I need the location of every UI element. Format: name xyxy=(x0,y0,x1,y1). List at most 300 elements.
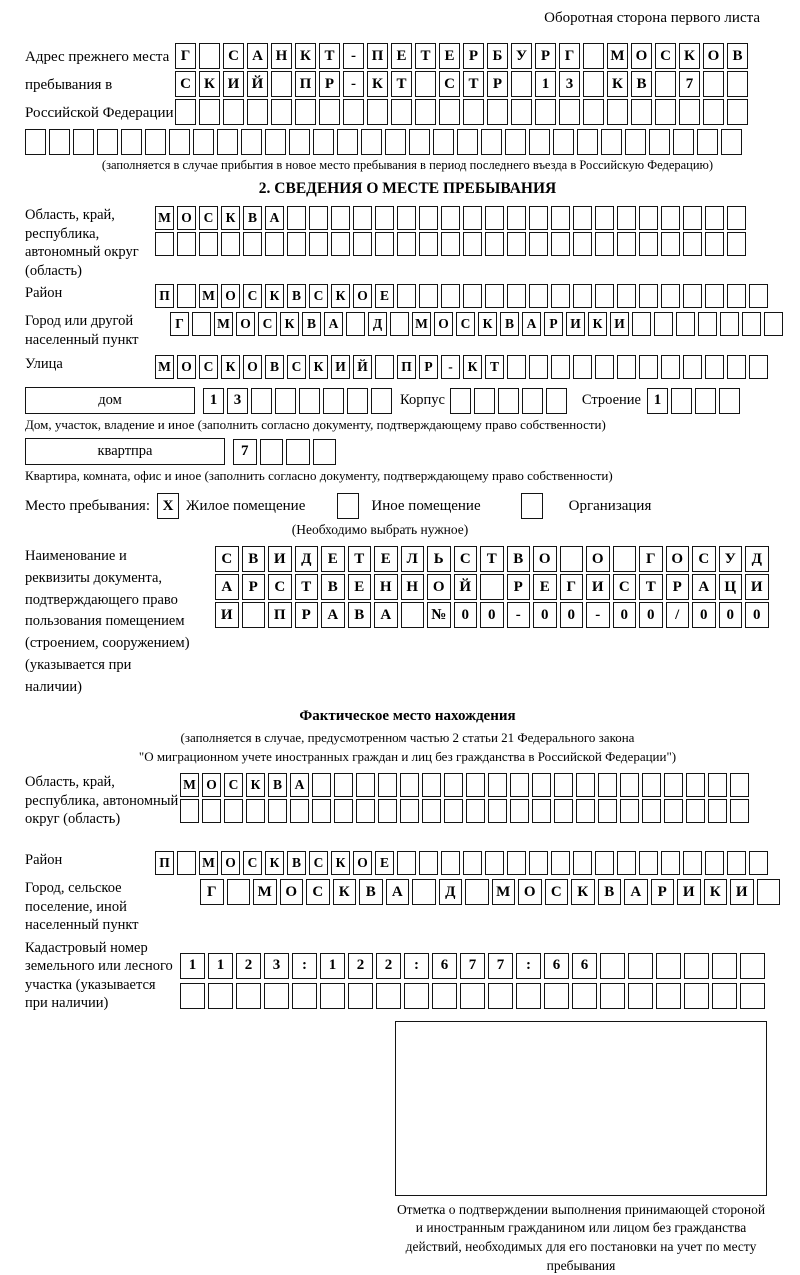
char-cell[interactable]: Р xyxy=(651,879,675,905)
char-cell[interactable]: О xyxy=(177,355,196,379)
char-cell[interactable] xyxy=(661,284,680,308)
char-cell[interactable]: К xyxy=(295,43,316,69)
char-cell[interactable] xyxy=(401,602,425,628)
char-cell[interactable] xyxy=(727,851,746,875)
char-cell[interactable] xyxy=(529,355,548,379)
char-cell[interactable] xyxy=(551,206,570,230)
char-cell[interactable]: Г xyxy=(639,546,663,572)
char-cell[interactable] xyxy=(551,232,570,256)
char-cell[interactable] xyxy=(433,129,454,155)
char-cell[interactable] xyxy=(554,773,573,797)
char-cell[interactable] xyxy=(639,355,658,379)
char-cell[interactable] xyxy=(757,879,781,905)
char-cell[interactable] xyxy=(192,312,211,336)
char-cell[interactable] xyxy=(673,129,694,155)
char-cell[interactable]: М xyxy=(253,879,277,905)
char-cell[interactable] xyxy=(49,129,70,155)
char-cell[interactable] xyxy=(529,129,550,155)
char-cell[interactable]: Т xyxy=(415,43,436,69)
char-cell[interactable]: К xyxy=(309,355,328,379)
char-cell[interactable] xyxy=(463,284,482,308)
char-cell[interactable] xyxy=(376,983,401,1009)
char-cell[interactable] xyxy=(686,773,705,797)
char-cell[interactable]: И xyxy=(566,312,585,336)
char-cell[interactable] xyxy=(334,773,353,797)
char-cell[interactable] xyxy=(312,799,331,823)
char-cell[interactable] xyxy=(265,232,284,256)
char-cell[interactable] xyxy=(628,953,653,979)
char-cell[interactable] xyxy=(507,284,526,308)
char-cell[interactable] xyxy=(620,799,639,823)
char-cell[interactable] xyxy=(175,99,196,125)
char-cell[interactable] xyxy=(544,983,569,1009)
char-cell[interactable]: С xyxy=(224,773,243,797)
char-cell[interactable]: И xyxy=(745,574,769,600)
char-cell[interactable]: В xyxy=(268,773,287,797)
char-cell[interactable] xyxy=(607,99,628,125)
char-cell[interactable] xyxy=(664,799,683,823)
char-cell[interactable] xyxy=(628,983,653,1009)
char-cell[interactable] xyxy=(661,851,680,875)
char-cell[interactable] xyxy=(642,773,661,797)
char-cell[interactable] xyxy=(221,232,240,256)
char-cell[interactable] xyxy=(313,129,334,155)
char-cell[interactable]: Е xyxy=(321,546,345,572)
char-cell[interactable]: В xyxy=(287,284,306,308)
char-cell[interactable]: И xyxy=(215,602,239,628)
char-cell[interactable]: Л xyxy=(401,546,425,572)
char-cell[interactable]: В xyxy=(348,602,372,628)
char-cell[interactable] xyxy=(415,99,436,125)
char-cell[interactable]: С xyxy=(175,71,196,97)
char-cell[interactable]: В xyxy=(287,851,306,875)
char-cell[interactable] xyxy=(485,284,504,308)
char-cell[interactable]: О xyxy=(221,851,240,875)
char-cell[interactable] xyxy=(466,773,485,797)
char-cell[interactable] xyxy=(639,206,658,230)
char-cell[interactable] xyxy=(422,799,441,823)
char-cell[interactable]: М xyxy=(155,355,174,379)
char-cell[interactable] xyxy=(529,232,548,256)
char-cell[interactable] xyxy=(661,232,680,256)
char-cell[interactable] xyxy=(319,99,340,125)
char-cell[interactable] xyxy=(708,773,727,797)
char-cell[interactable] xyxy=(488,799,507,823)
char-cell[interactable]: С xyxy=(454,546,478,572)
char-cell[interactable]: 2 xyxy=(348,953,373,979)
char-cell[interactable]: Г xyxy=(170,312,189,336)
char-cell[interactable] xyxy=(740,983,765,1009)
char-cell[interactable]: Н xyxy=(374,574,398,600)
char-cell[interactable] xyxy=(441,232,460,256)
char-cell[interactable] xyxy=(631,99,652,125)
char-cell[interactable] xyxy=(199,99,220,125)
char-cell[interactable]: Е xyxy=(374,546,398,572)
char-cell[interactable]: 7 xyxy=(233,439,257,465)
char-cell[interactable] xyxy=(703,71,724,97)
char-cell[interactable]: С xyxy=(309,851,328,875)
char-cell[interactable]: В xyxy=(265,355,284,379)
char-cell[interactable] xyxy=(683,232,702,256)
char-cell[interactable] xyxy=(97,129,118,155)
char-cell[interactable] xyxy=(485,206,504,230)
char-cell[interactable] xyxy=(742,312,761,336)
char-cell[interactable]: Т xyxy=(319,43,340,69)
char-cell[interactable]: 0 xyxy=(480,602,504,628)
char-cell[interactable]: И xyxy=(268,546,292,572)
char-cell[interactable] xyxy=(485,232,504,256)
char-cell[interactable] xyxy=(180,983,205,1009)
char-cell[interactable] xyxy=(199,232,218,256)
char-cell[interactable]: П xyxy=(295,71,316,97)
char-cell[interactable]: Е xyxy=(391,43,412,69)
char-cell[interactable] xyxy=(432,983,457,1009)
char-cell[interactable] xyxy=(679,99,700,125)
char-cell[interactable]: П xyxy=(397,355,416,379)
char-cell[interactable]: 1 xyxy=(320,953,345,979)
char-cell[interactable]: О xyxy=(353,851,372,875)
char-cell[interactable]: С xyxy=(306,879,330,905)
char-cell[interactable] xyxy=(642,799,661,823)
char-cell[interactable] xyxy=(595,851,614,875)
char-cell[interactable] xyxy=(727,206,746,230)
char-cell[interactable]: А xyxy=(321,602,345,628)
char-cell[interactable] xyxy=(560,546,584,572)
char-cell[interactable] xyxy=(397,206,416,230)
char-cell[interactable]: 0 xyxy=(745,602,769,628)
char-cell[interactable] xyxy=(507,232,526,256)
char-cell[interactable]: С xyxy=(692,546,716,572)
char-cell[interactable]: Б xyxy=(487,43,508,69)
char-cell[interactable] xyxy=(348,983,373,1009)
char-cell[interactable] xyxy=(664,773,683,797)
char-cell[interactable]: 3 xyxy=(264,953,289,979)
char-cell[interactable] xyxy=(595,284,614,308)
char-cell[interactable]: Е xyxy=(375,851,394,875)
char-cell[interactable]: К xyxy=(333,879,357,905)
char-cell[interactable] xyxy=(617,284,636,308)
char-cell[interactable]: Д xyxy=(368,312,387,336)
char-cell[interactable] xyxy=(202,799,221,823)
char-cell[interactable]: А xyxy=(692,574,716,600)
char-cell[interactable] xyxy=(705,851,724,875)
char-cell[interactable] xyxy=(487,99,508,125)
char-cell[interactable]: С xyxy=(243,284,262,308)
char-cell[interactable]: В xyxy=(359,879,383,905)
char-cell[interactable]: 0 xyxy=(692,602,716,628)
char-cell[interactable]: Р xyxy=(535,43,556,69)
char-cell[interactable]: 0 xyxy=(613,602,637,628)
char-cell[interactable]: : xyxy=(404,953,429,979)
char-cell[interactable] xyxy=(441,284,460,308)
char-cell[interactable] xyxy=(460,983,485,1009)
char-cell[interactable] xyxy=(295,99,316,125)
char-cell[interactable] xyxy=(551,851,570,875)
char-cell[interactable]: П xyxy=(367,43,388,69)
char-cell[interactable] xyxy=(260,439,284,465)
char-cell[interactable] xyxy=(346,312,365,336)
char-cell[interactable] xyxy=(617,206,636,230)
char-cell[interactable] xyxy=(553,129,574,155)
char-cell[interactable] xyxy=(422,773,441,797)
char-cell[interactable] xyxy=(535,99,556,125)
char-cell[interactable] xyxy=(708,799,727,823)
char-cell[interactable]: - xyxy=(586,602,610,628)
char-cell[interactable] xyxy=(155,232,174,256)
char-cell[interactable] xyxy=(620,773,639,797)
char-cell[interactable] xyxy=(529,851,548,875)
char-cell[interactable] xyxy=(337,129,358,155)
char-cell[interactable] xyxy=(639,851,658,875)
char-cell[interactable]: Р xyxy=(507,574,531,600)
char-cell[interactable]: № xyxy=(427,602,451,628)
char-cell[interactable]: 0 xyxy=(639,602,663,628)
char-cell[interactable]: О xyxy=(518,879,542,905)
char-cell[interactable]: И xyxy=(331,355,350,379)
char-cell[interactable] xyxy=(727,99,748,125)
char-cell[interactable] xyxy=(764,312,783,336)
char-cell[interactable] xyxy=(532,799,551,823)
char-cell[interactable] xyxy=(698,312,717,336)
char-cell[interactable] xyxy=(264,983,289,1009)
char-cell[interactable]: С xyxy=(215,546,239,572)
char-cell[interactable]: В xyxy=(631,71,652,97)
char-cell[interactable] xyxy=(485,851,504,875)
char-cell[interactable]: 1 xyxy=(208,953,233,979)
char-cell[interactable] xyxy=(378,799,397,823)
char-cell[interactable] xyxy=(180,799,199,823)
char-cell[interactable]: С xyxy=(268,574,292,600)
char-cell[interactable]: С xyxy=(439,71,460,97)
char-cell[interactable] xyxy=(121,129,142,155)
char-cell[interactable]: К xyxy=(265,284,284,308)
char-cell[interactable] xyxy=(331,206,350,230)
char-cell[interactable] xyxy=(353,232,372,256)
char-cell[interactable]: Р xyxy=(487,71,508,97)
char-cell[interactable]: Д xyxy=(745,546,769,572)
char-cell[interactable] xyxy=(385,129,406,155)
char-cell[interactable] xyxy=(287,232,306,256)
char-cell[interactable] xyxy=(583,99,604,125)
char-cell[interactable]: 6 xyxy=(572,953,597,979)
char-cell[interactable]: 0 xyxy=(560,602,584,628)
char-cell[interactable] xyxy=(661,355,680,379)
char-cell[interactable]: 1 xyxy=(180,953,205,979)
char-cell[interactable]: : xyxy=(516,953,541,979)
char-cell[interactable]: О xyxy=(202,773,221,797)
char-cell[interactable] xyxy=(639,232,658,256)
char-cell[interactable] xyxy=(705,206,724,230)
char-cell[interactable] xyxy=(444,773,463,797)
char-cell[interactable] xyxy=(516,983,541,1009)
char-cell[interactable]: О xyxy=(434,312,453,336)
char-cell[interactable] xyxy=(613,546,637,572)
char-cell[interactable] xyxy=(572,983,597,1009)
char-cell[interactable] xyxy=(334,799,353,823)
char-cell[interactable]: С xyxy=(545,879,569,905)
char-cell[interactable]: О xyxy=(177,206,196,230)
char-cell[interactable] xyxy=(313,439,337,465)
char-cell[interactable]: О xyxy=(533,546,557,572)
char-cell[interactable]: М xyxy=(180,773,199,797)
char-cell[interactable]: Т xyxy=(391,71,412,97)
char-cell[interactable]: Й xyxy=(353,355,372,379)
char-cell[interactable]: 7 xyxy=(488,953,513,979)
checkbox-other-premises[interactable] xyxy=(337,493,359,519)
char-cell[interactable]: Т xyxy=(463,71,484,97)
char-cell[interactable] xyxy=(415,71,436,97)
checkbox-residential[interactable]: X xyxy=(157,493,179,519)
char-cell[interactable] xyxy=(655,71,676,97)
char-cell[interactable]: : xyxy=(292,953,317,979)
char-cell[interactable]: 0 xyxy=(533,602,557,628)
char-cell[interactable] xyxy=(400,773,419,797)
char-cell[interactable]: А xyxy=(215,574,239,600)
char-cell[interactable]: М xyxy=(607,43,628,69)
char-cell[interactable] xyxy=(505,129,526,155)
char-cell[interactable]: Е xyxy=(348,574,372,600)
char-cell[interactable] xyxy=(625,129,646,155)
char-cell[interactable]: М xyxy=(492,879,516,905)
char-cell[interactable]: С xyxy=(309,284,328,308)
apartment-box[interactable]: квартпра xyxy=(25,438,225,465)
char-cell[interactable]: П xyxy=(155,851,174,875)
char-cell[interactable] xyxy=(224,799,243,823)
char-cell[interactable]: Е xyxy=(375,284,394,308)
char-cell[interactable]: В xyxy=(321,574,345,600)
char-cell[interactable] xyxy=(656,953,681,979)
char-cell[interactable] xyxy=(242,602,266,628)
char-cell[interactable] xyxy=(371,388,392,414)
char-cell[interactable] xyxy=(271,99,292,125)
char-cell[interactable]: О xyxy=(221,284,240,308)
char-cell[interactable]: О xyxy=(666,546,690,572)
char-cell[interactable]: С xyxy=(655,43,676,69)
char-cell[interactable] xyxy=(268,799,287,823)
char-cell[interactable] xyxy=(727,71,748,97)
char-cell[interactable]: С xyxy=(456,312,475,336)
char-cell[interactable] xyxy=(511,99,532,125)
char-cell[interactable]: Г xyxy=(559,43,580,69)
char-cell[interactable] xyxy=(703,99,724,125)
char-cell[interactable] xyxy=(463,206,482,230)
char-cell[interactable]: К xyxy=(588,312,607,336)
char-cell[interactable] xyxy=(576,773,595,797)
char-cell[interactable] xyxy=(409,129,430,155)
char-cell[interactable] xyxy=(649,129,670,155)
char-cell[interactable]: К xyxy=(679,43,700,69)
char-cell[interactable] xyxy=(507,851,526,875)
char-cell[interactable] xyxy=(292,983,317,1009)
char-cell[interactable] xyxy=(720,312,739,336)
char-cell[interactable] xyxy=(488,983,513,1009)
char-cell[interactable]: 1 xyxy=(647,388,668,414)
char-cell[interactable]: Т xyxy=(639,574,663,600)
char-cell[interactable]: Т xyxy=(295,574,319,600)
char-cell[interactable] xyxy=(573,355,592,379)
char-cell[interactable] xyxy=(419,206,438,230)
char-cell[interactable] xyxy=(529,206,548,230)
char-cell[interactable] xyxy=(683,284,702,308)
char-cell[interactable] xyxy=(705,232,724,256)
char-cell[interactable]: В xyxy=(500,312,519,336)
char-cell[interactable] xyxy=(740,953,765,979)
char-cell[interactable] xyxy=(208,983,233,1009)
char-cell[interactable] xyxy=(655,99,676,125)
char-cell[interactable]: А xyxy=(324,312,343,336)
char-cell[interactable]: О xyxy=(631,43,652,69)
char-cell[interactable]: О xyxy=(586,546,610,572)
char-cell[interactable]: А xyxy=(624,879,648,905)
char-cell[interactable] xyxy=(378,773,397,797)
char-cell[interactable] xyxy=(551,355,570,379)
char-cell[interactable]: К xyxy=(571,879,595,905)
char-cell[interactable]: Г xyxy=(560,574,584,600)
char-cell[interactable]: А xyxy=(386,879,410,905)
char-cell[interactable]: И xyxy=(677,879,701,905)
char-cell[interactable] xyxy=(400,799,419,823)
char-cell[interactable] xyxy=(749,851,768,875)
char-cell[interactable] xyxy=(247,99,268,125)
char-cell[interactable] xyxy=(727,284,746,308)
char-cell[interactable] xyxy=(727,232,746,256)
char-cell[interactable] xyxy=(595,355,614,379)
char-cell[interactable]: Р xyxy=(544,312,563,336)
char-cell[interactable] xyxy=(404,983,429,1009)
char-cell[interactable] xyxy=(727,355,746,379)
char-cell[interactable]: 7 xyxy=(460,953,485,979)
char-cell[interactable] xyxy=(193,129,214,155)
char-cell[interactable]: Р xyxy=(295,602,319,628)
char-cell[interactable]: - xyxy=(343,71,364,97)
char-cell[interactable]: О xyxy=(280,879,304,905)
char-cell[interactable]: 1 xyxy=(535,71,556,97)
char-cell[interactable] xyxy=(441,206,460,230)
char-cell[interactable] xyxy=(705,284,724,308)
char-cell[interactable] xyxy=(583,71,604,97)
char-cell[interactable]: П xyxy=(155,284,174,308)
char-cell[interactable] xyxy=(265,129,286,155)
char-cell[interactable] xyxy=(397,851,416,875)
char-cell[interactable]: Е xyxy=(439,43,460,69)
char-cell[interactable] xyxy=(466,799,485,823)
char-cell[interactable] xyxy=(683,851,702,875)
char-cell[interactable] xyxy=(554,799,573,823)
char-cell[interactable] xyxy=(488,773,507,797)
char-cell[interactable] xyxy=(323,388,344,414)
char-cell[interactable] xyxy=(576,799,595,823)
char-cell[interactable] xyxy=(480,574,504,600)
char-cell[interactable] xyxy=(397,232,416,256)
char-cell[interactable] xyxy=(444,799,463,823)
char-cell[interactable] xyxy=(507,206,526,230)
char-cell[interactable] xyxy=(353,206,372,230)
char-cell[interactable] xyxy=(419,284,438,308)
char-cell[interactable]: Ь xyxy=(427,546,451,572)
char-cell[interactable]: - xyxy=(343,43,364,69)
char-cell[interactable]: К xyxy=(331,851,350,875)
char-cell[interactable] xyxy=(749,355,768,379)
char-cell[interactable] xyxy=(546,388,567,414)
char-cell[interactable] xyxy=(73,129,94,155)
char-cell[interactable]: С xyxy=(199,206,218,230)
char-cell[interactable] xyxy=(465,879,489,905)
char-cell[interactable]: В xyxy=(507,546,531,572)
char-cell[interactable]: Р xyxy=(419,355,438,379)
char-cell[interactable] xyxy=(177,284,196,308)
char-cell[interactable]: Д xyxy=(295,546,319,572)
char-cell[interactable] xyxy=(639,284,658,308)
